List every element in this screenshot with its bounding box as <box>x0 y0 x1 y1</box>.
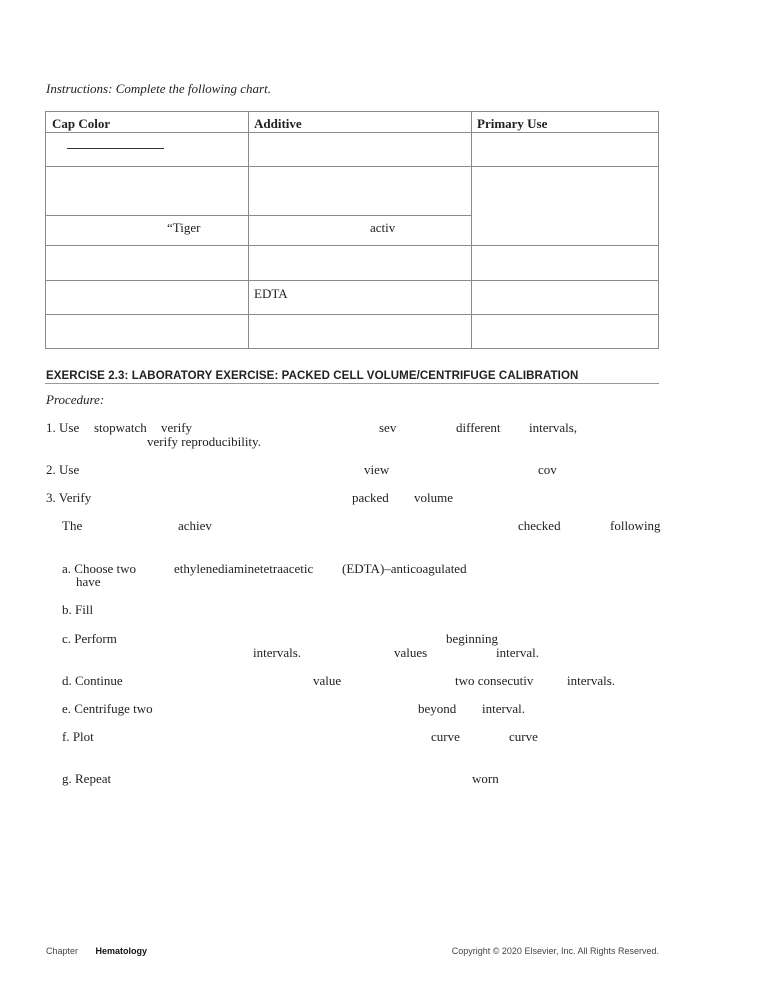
substep-f-text: curve <box>509 729 538 744</box>
step-1-text: stopwatch <box>94 420 147 435</box>
step-1-text: intervals, <box>529 420 578 435</box>
step-2-text: 2. Use <box>46 462 80 477</box>
substep-g-text: g. Repeat <box>62 771 112 786</box>
chart-table <box>45 111 659 349</box>
step-2-text: view <box>364 462 390 477</box>
table-row-divider <box>46 166 658 167</box>
step-3-text: packed <box>352 490 389 505</box>
substep-f-text: curve <box>431 729 460 744</box>
substep-a-text: have <box>76 574 101 589</box>
substep-b-text: b. Fill <box>62 602 94 617</box>
header-primary-use: Primary Use <box>477 116 548 131</box>
step-1-text: different <box>456 420 501 435</box>
substep-d-text: value <box>313 673 342 688</box>
footer-chapter-label: Chapter <box>46 946 79 956</box>
substep-d-text: intervals. <box>567 673 616 688</box>
step-1-text: verify <box>161 420 193 435</box>
table-row-divider <box>46 280 658 281</box>
substep-d-text: d. Continue <box>62 673 123 688</box>
step-1-text: sev <box>379 420 397 435</box>
substep-a-text: ethylenediaminetetraacetic <box>174 561 314 576</box>
substep-a-text: a. Choose two <box>62 561 137 576</box>
table-row-divider <box>46 245 658 246</box>
step-1-text: 1. Use <box>46 420 80 435</box>
step-1-text: verify reproducibility. <box>147 434 261 449</box>
table-row-divider <box>46 314 658 315</box>
exercise-heading-rule <box>45 383 659 384</box>
procedure-label: Procedure: <box>46 392 105 407</box>
table-column-divider <box>248 112 249 348</box>
fill-in-blank-line <box>67 148 164 149</box>
table-row-divider <box>46 215 471 216</box>
step-3-text: volume <box>414 490 453 505</box>
instructions-text: Instructions: Complete the following chart. <box>46 81 271 96</box>
substep-g-text: worn <box>472 771 499 786</box>
exercise-heading: EXERCISE 2.3: LABORATORY EXERCISE: PACKED CELL VOLUME/CENTRIFUGE CALIBRATION <box>46 370 579 382</box>
substep-d-text: two consecutiv <box>455 673 534 688</box>
cell-additive-edta: EDTA <box>254 286 288 301</box>
paragraph-text: checked <box>518 518 561 533</box>
paragraph-text: following <box>610 518 661 533</box>
header-cap-color: Cap Color <box>52 116 111 131</box>
step-2-text: cov <box>538 462 557 477</box>
substep-e-text: beyond <box>418 701 457 716</box>
substep-a-text: (EDTA)–anticoagulated <box>342 561 467 576</box>
paragraph-text: achiev <box>178 518 212 533</box>
footer-copyright: Copyright © 2020 Elsevier, Inc. All Rights Reserved. <box>451 946 659 956</box>
substep-c-text: beginning <box>446 631 498 646</box>
footer-chapter-title: Hematology <box>95 946 148 956</box>
cell-cap-color-tiger: “Tiger <box>167 220 201 235</box>
substep-f-text: f. Plot <box>62 729 94 744</box>
footer-chapter <box>46 946 147 956</box>
substep-e-text: interval. <box>482 701 525 716</box>
substep-c-text: intervals. <box>253 645 302 660</box>
substep-c-text: c. Perform <box>62 631 117 646</box>
substep-c-text: values <box>394 645 428 660</box>
substep-e-text: e. Centrifuge two <box>62 701 153 716</box>
table-header-divider <box>46 132 658 133</box>
table-column-divider <box>471 112 472 348</box>
step-3-text: 3. Verify <box>46 490 92 505</box>
substep-c-text: interval. <box>496 645 539 660</box>
header-additive: Additive <box>254 116 302 131</box>
cell-additive-activ: activ <box>370 220 396 235</box>
paragraph-text: The <box>62 518 83 533</box>
